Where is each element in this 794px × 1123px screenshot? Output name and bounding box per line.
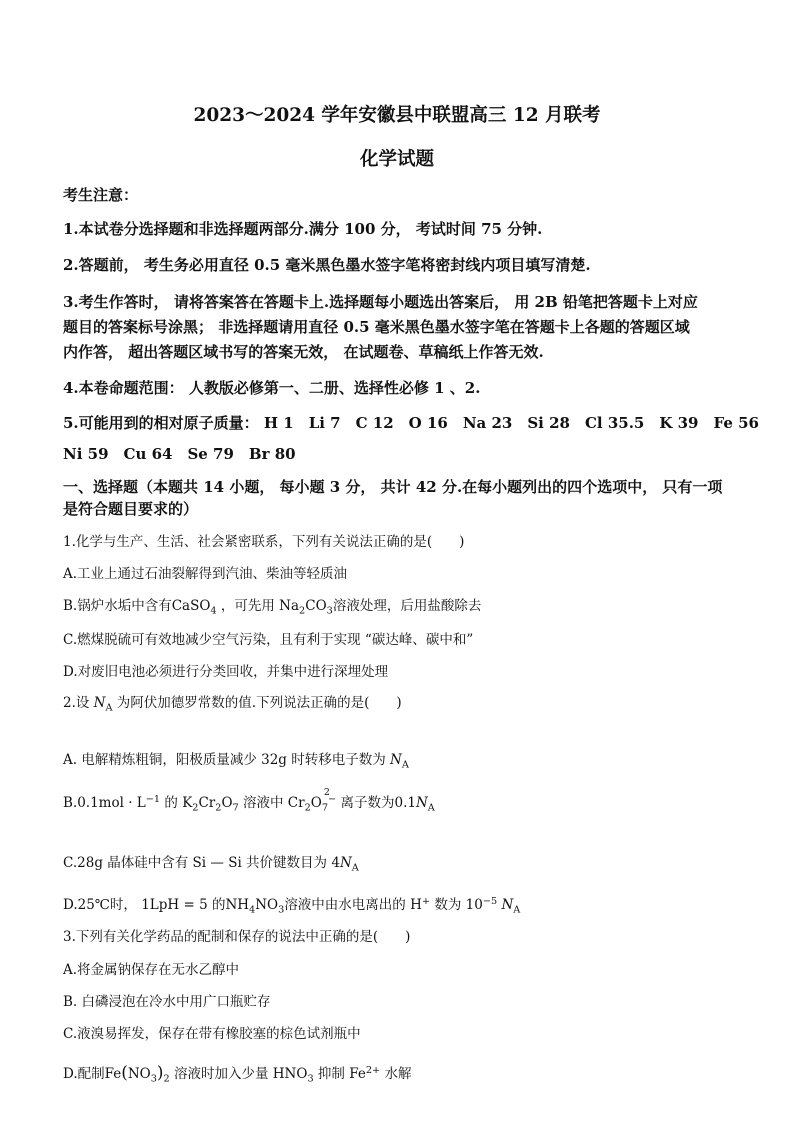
- notice-item-2: 2.答题前， 考生务必用直径 0.5 毫米黑色墨水签字笔将密封线内项目填写清楚.: [63, 256, 591, 274]
- exam-subtitle: 化学试题: [359, 149, 434, 170]
- notice-item-5-line-2: Ni 59 Cu 64 Se 79 Br 80: [63, 445, 296, 463]
- section-heading-line-1: 一、选择题（本题共 14 小题， 每小题 3 分， 共计 42 分.在每小题列出的四个选项中， 只有一项: [63, 478, 723, 496]
- q2-option-d: D.25℃时， 1LpH = 5 的$NH_4NO_3$溶液中由水电离出的 H+ 数为 $10^{-5}$ $N_A$: [63, 896, 521, 916]
- notice-item-3-line-3: 内作答， 超出答题区域书写的答案无效， 在试题卷、草稿纸上作答无效.: [63, 343, 544, 361]
- notice-heading: 考生注意：: [63, 186, 139, 204]
- exam-title: 2023～2024 学年安徽县中联盟高三 12 月联考: [193, 105, 601, 126]
- q2-option-a: A. 电解精炼粗铜，阳极质量减少 32g 时转移电子数为 $N_A$: [63, 752, 409, 771]
- q1-stem: 1.化学与生产、生活、社会紧密联系，下列有关说法正确的是( ): [63, 534, 465, 550]
- q1-option-b: B.锅炉水垢中含有CaSO$_4$ ，可先用 $Na_2CO_3$溶液处理，后用盐酸除去: [63, 598, 482, 617]
- q3-option-a: A.将金属钠保存在无水乙醇中: [63, 962, 240, 978]
- q3-option-d: D.配制$Fe(NO_3)_2$ 溶液时加入少量 $HNO_3$ 抑制 $Fe^{2+}$ 水解: [63, 1062, 412, 1085]
- q2-stem: 2.设 $N_A$ 为阿伏加德罗常数的值.下列说法正确的是( ): [63, 695, 402, 714]
- q1-option-a: A.工业上通过石油裂解得到汽油、柴油等轻质油: [63, 566, 348, 582]
- notice-item-4: 4.本卷命题范围： 人教版必修第一、二册、选择性必修 1 、2.: [63, 379, 481, 397]
- q1-option-d: D.对废旧电池必须进行分类回收，并集中进行深埋处理: [63, 664, 389, 680]
- q3-option-b: B. 白磷浸泡在冷水中用广口瓶贮存: [63, 994, 271, 1010]
- section-heading-line-2: 是符合题目要求的）: [63, 500, 199, 518]
- q3-option-c: C.液溴易挥发，保存在带有橡胶塞的棕色试剂瓶中: [63, 1026, 361, 1042]
- q3-stem: 3.下列有关化学药品的配制和保存的说法中正确的是( ): [63, 929, 411, 945]
- q2-option-c: C.28g 晶体硅中含有 Si — Si 共价键数目为 $4N_A$: [63, 855, 359, 874]
- notice-item-5-line-1: 5.可能用到的相对原子质量： H 1 Li 7 C 12 O 16 Na 23 Si 28 Cl 35.5 K 39 Fe 56: [63, 414, 759, 432]
- notice-item-3-line-1: 3.考生作答时， 请将答案答在答题卡上.选择题每小题选出答案后， 用 2B 铅笔把答题卡上对应: [63, 293, 698, 311]
- q2-option-b: $B.0.1mol \cdot L^{-1}$ 的 $K_2Cr_2O_7$ 溶液中 $Cr_2O$ 2 $_7$− 离子数为$0.1N_A$: [63, 786, 435, 814]
- q1-option-c: C.燃煤脱硫可有效地减少空气污染，且有利于实现 “碳达峰、碳中和”: [63, 632, 474, 648]
- notice-item-3-line-2: 题目的答案标号涂黑； 非选择题请用直径 0.5 毫米黑色墨水签字笔在答题卡上各题的答题区域: [63, 318, 690, 336]
- notice-item-1: 1.本试卷分选择题和非选择题两部分.满分 100 分， 考试时间 75 分钟.: [63, 220, 543, 238]
